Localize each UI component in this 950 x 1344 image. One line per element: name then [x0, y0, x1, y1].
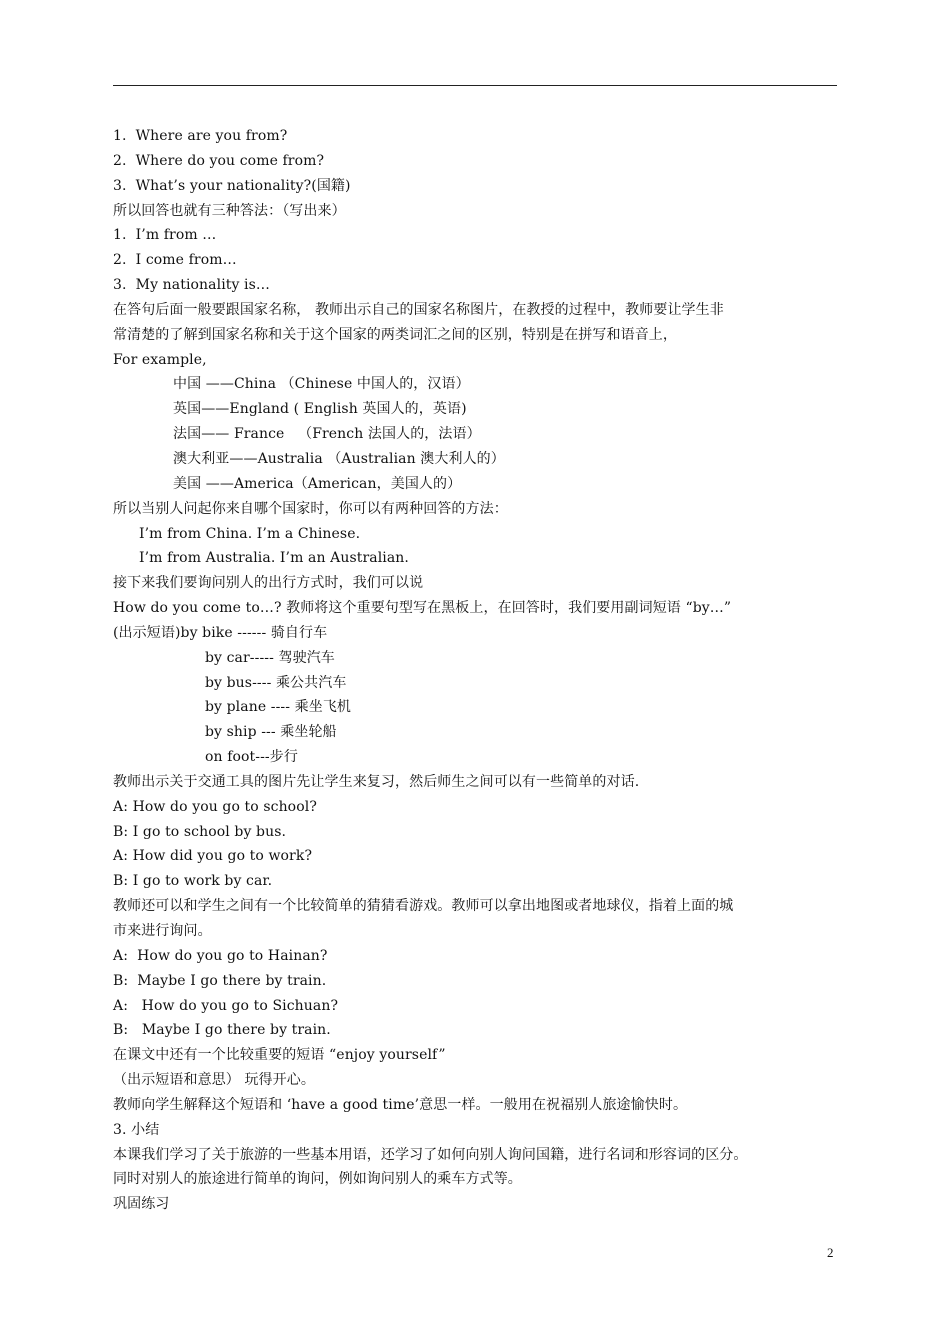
text-line: A: How do you go to Hainan?: [113, 947, 328, 964]
text-line: 教师出示关于交通工具的图片先让学生来复习，然后师生之间可以有一些简单的对话.: [113, 773, 640, 790]
text-line: 巩固练习: [113, 1196, 170, 1213]
text-line: 美国 ——America（American，美国人的）: [173, 475, 462, 492]
text-line: (出示短语)by bike ------ 骑自行车: [113, 624, 328, 641]
text-line: B: I go to work by car.: [113, 873, 273, 890]
text-line: 法国—— France （French 法国人的，法语）: [173, 426, 481, 443]
text-line: 在课文中还有一个比较重要的短语 “enjoy yourself”: [113, 1047, 446, 1064]
text-line: 英国——England ( English 英国人的，英语): [173, 401, 467, 418]
page-number: 2: [827, 1245, 834, 1260]
text-line: 1. Where are you from?: [113, 128, 288, 144]
text-line: B: Maybe I go there by train.: [113, 1022, 331, 1039]
text-line: 所以当别人问起你来自哪个国家时，你可以有两种回答的方法：: [113, 500, 508, 517]
text-line: A: How do you go to school?: [113, 798, 317, 815]
text-line: 教师还可以和学生之间有一个比较简单的猜猜看游戏。教师可以拿出地图或者地球仪，指着上面的城: [113, 898, 734, 915]
text-line: （出示短语和意思） 玩得开心。: [113, 1072, 315, 1089]
text-line: by car----- 驾驶汽车: [205, 649, 335, 666]
text-line: 中国 ——China （Chinese 中国人的，汉语）: [173, 376, 470, 393]
text-line: 1. I’m from …: [113, 227, 217, 244]
text-line: by ship --- 乘坐轮船: [205, 724, 337, 741]
header-rule: [113, 85, 837, 86]
text-line: 所以回答也就有三种答法：（写出来）: [113, 202, 346, 219]
text-line: 本课我们学习了关于旅游的一些基本用语，还学习了如何向别人询问国籍，进行名词和形容词的区分。: [113, 1146, 748, 1163]
text-line: on foot---步行: [205, 749, 298, 766]
text-line: I’m from China. I’m a Chinese.: [139, 525, 361, 542]
text-line: 2. I come from…: [113, 252, 237, 269]
text-line: B: I go to school by bus.: [113, 823, 287, 840]
text-line: How do you come to…? 教师将这个重要句型写在黑板上，在回答时，我们要用副词短语 “by…”: [113, 600, 732, 617]
text-line: 市来进行询问。: [113, 923, 212, 939]
text-line: 同时对别人的旅途进行简单的询问，例如询问别人的乘车方式等。: [113, 1171, 522, 1188]
text-line: by plane ---- 乘坐飞机: [205, 699, 352, 716]
text-line: 2. Where do you come from?: [113, 152, 325, 169]
text-line: 常清楚的了解到国家名称和关于这个国家的两类词汇之间的区别，特别是在拼写和语音上，: [113, 326, 677, 343]
text-line: by bus---- 乘公共汽车: [205, 674, 347, 691]
text-line: I’m from Australia. I’m an Australian.: [139, 550, 409, 567]
text-line: 澳大利亚——Australia （Australian 澳大利人的）: [173, 450, 505, 467]
text-line: B: Maybe I go there by train.: [113, 972, 327, 989]
document-body: [113, 124, 853, 1217]
text-line: For example,: [113, 351, 207, 368]
text-line: 在答句后面一般要跟国家名称， 教师出示自己的国家名称图片，在教授的过程中，教师要让学生非: [113, 301, 724, 318]
text-line: 接下来我们要询问别人的出行方式时，我们可以说: [113, 575, 424, 592]
text-line: 3. 小结: [113, 1121, 160, 1138]
text-line: 教师向学生解释这个短语和 ‘have a good time’意思一样。一般用在祝福别人旅途愉快时。: [113, 1096, 688, 1113]
text-line: A: How do you go to Sichuan?: [113, 997, 339, 1014]
text-line: A: How did you go to work?: [113, 848, 313, 865]
text-line: 3. My nationality is…: [113, 277, 271, 294]
text-line: 3. What’s your nationality?(国籍): [113, 177, 351, 194]
